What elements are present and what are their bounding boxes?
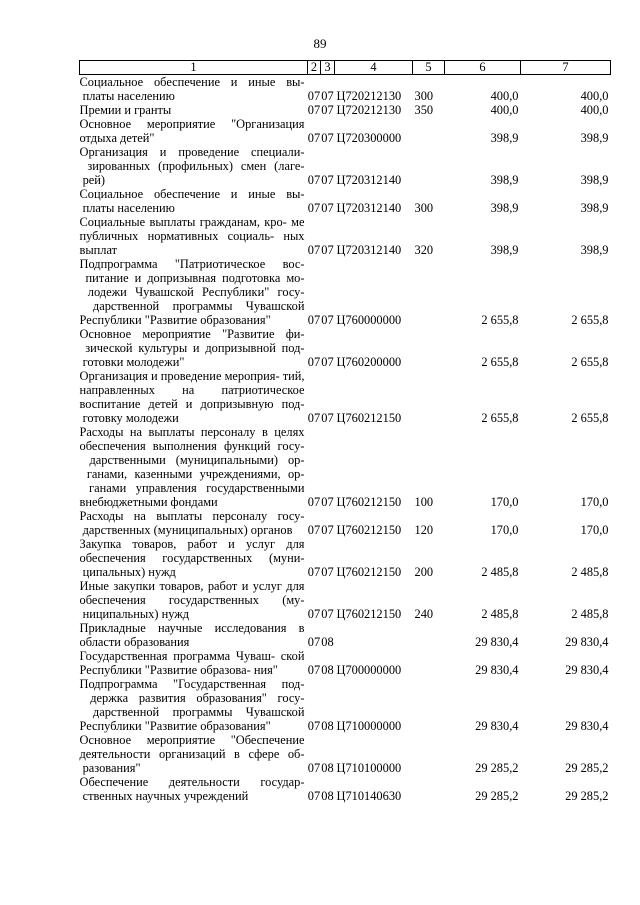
row-amount-year-2: 2 655,8 <box>571 355 609 369</box>
row-section: 07 <box>307 313 321 327</box>
row-amount-year-1: 29 285,2 <box>475 761 519 775</box>
table-row <box>80 537 611 579</box>
row-subsection: 08 <box>321 761 334 775</box>
table-row <box>80 509 611 537</box>
row-amount-year-1: 400,0 <box>490 103 519 117</box>
row-expense-type: 100 <box>414 495 434 509</box>
row-name: Основное мероприятие "Организация отдыха детей" <box>79 117 305 145</box>
row-subsection: 07 <box>321 495 334 509</box>
row-subsection: 07 <box>321 313 334 327</box>
row-section: 07 <box>307 131 321 145</box>
row-amount-year-2: 2 655,8 <box>571 411 609 425</box>
row-subsection: 07 <box>321 355 334 369</box>
row-section: 07 <box>307 201 321 215</box>
row-expense-type <box>413 621 445 649</box>
row-name: Государственная программа Чуваш- ской Республики "Развитие образова- ния" <box>79 649 305 677</box>
row-expense-type <box>413 775 445 803</box>
row-amount-year-1: 2 655,8 <box>481 411 519 425</box>
table-row <box>80 103 611 117</box>
row-amount-year-1: 398,9 <box>490 201 519 215</box>
row-name: Премии и гранты <box>79 103 172 117</box>
row-name: Обеспечение деятельности государ- ственных научных учреждений <box>79 775 305 803</box>
row-name: Организация и проведение мероприя- тий, направленных на патриотическое воспитание детей и допризывную под- готовку молодежи <box>79 369 305 425</box>
row-target-article: Ц720300000 <box>336 131 402 145</box>
row-subsection: 07 <box>321 173 334 187</box>
row-name: Расходы на выплаты персоналу в целях обеспечения выполнения функций госу- дарственными (муниципальными) ор- ганами, казенными учреждениями, ор- ганами управления государственными внебюджетными фондами <box>79 425 305 509</box>
table-row <box>80 215 611 257</box>
row-expense-type: 300 <box>414 89 434 103</box>
row-section: 07 <box>307 761 321 775</box>
row-subsection: 07 <box>321 131 334 145</box>
row-amount-year-2: 2 485,8 <box>571 565 609 579</box>
row-subsection: 08 <box>321 663 334 677</box>
row-amount-year-2: 398,9 <box>580 131 609 145</box>
row-subsection: 07 <box>321 607 334 621</box>
row-amount-year-2: 400,0 <box>580 89 609 103</box>
row-amount-year-1: 2 485,8 <box>481 607 519 621</box>
row-section: 07 <box>307 635 321 649</box>
table-row <box>80 187 611 215</box>
table-row <box>80 75 611 104</box>
row-subsection: 07 <box>321 243 334 257</box>
row-target-article: Ц760000000 <box>336 313 402 327</box>
row-expense-type: 320 <box>414 243 434 257</box>
row-amount-year-2: 2 485,8 <box>571 607 609 621</box>
row-subsection: 08 <box>321 719 334 733</box>
row-section: 07 <box>307 243 321 257</box>
row-target-article: Ц720312140 <box>336 173 402 187</box>
column-header: 1 <box>80 61 308 75</box>
table-row <box>80 579 611 621</box>
row-target-article: Ц720212130 <box>336 103 402 117</box>
row-section: 07 <box>307 663 321 677</box>
row-target-article: Ц710000000 <box>336 719 402 733</box>
row-section: 07 <box>307 355 321 369</box>
row-subsection: 07 <box>321 201 334 215</box>
column-header: 3 <box>321 61 335 75</box>
row-target-article <box>335 621 413 649</box>
row-section: 07 <box>307 495 321 509</box>
row-subsection: 08 <box>321 635 334 649</box>
row-expense-type <box>413 257 445 327</box>
row-expense-type <box>413 117 445 145</box>
row-amount-year-2: 170,0 <box>580 523 609 537</box>
row-target-article: Ц710140630 <box>336 789 402 803</box>
row-amount-year-1: 29 285,2 <box>475 789 519 803</box>
row-target-article: Ц700000000 <box>336 663 402 677</box>
row-target-article: Ц720312140 <box>336 201 402 215</box>
row-amount-year-2: 29 830,4 <box>565 719 609 733</box>
row-amount-year-2: 29 830,4 <box>565 635 609 649</box>
row-name: Расходы на выплаты персоналу госу- дарственных (муниципальных) органов <box>79 509 305 537</box>
row-expense-type: 120 <box>414 523 434 537</box>
table-row <box>80 621 611 649</box>
column-header: 5 <box>413 61 445 75</box>
row-amount-year-1: 2 655,8 <box>481 313 519 327</box>
row-amount-year-2: 398,9 <box>580 173 609 187</box>
row-target-article: Ц710100000 <box>336 761 402 775</box>
row-amount-year-1: 2 655,8 <box>481 355 519 369</box>
table-row <box>80 677 611 733</box>
row-target-article: Ц760212150 <box>336 523 402 537</box>
row-expense-type <box>413 677 445 733</box>
column-header: 4 <box>335 61 413 75</box>
table-row <box>80 145 611 187</box>
column-header: 6 <box>445 61 521 75</box>
row-expense-type <box>413 327 445 369</box>
row-expense-type <box>413 369 445 425</box>
row-expense-type <box>413 733 445 775</box>
row-amount-year-1: 29 830,4 <box>475 719 519 733</box>
row-amount-year-1: 398,9 <box>490 243 519 257</box>
row-target-article: Ц760212150 <box>336 411 402 425</box>
page-number: 89 <box>313 36 327 51</box>
row-amount-year-2: 170,0 <box>580 495 609 509</box>
row-name: Подпрограмма "Патриотическое вос- питание и допризывная подготовка мо- лодежи Чувашской Республики" госу- дарственной программы Чувашской Республики "Развитие образования" <box>79 257 305 327</box>
budget-table <box>79 60 611 803</box>
row-name: Основное мероприятие "Развитие фи- зической культуры и допризывной под- готовки молодежи" <box>79 327 305 369</box>
row-name: Иные закупки товаров, работ и услуг для обеспечения государственных (му- ниципальных) нужд <box>79 579 305 621</box>
row-amount-year-2: 29 285,2 <box>565 761 609 775</box>
table-row <box>80 117 611 145</box>
table-row <box>80 649 611 677</box>
row-section: 07 <box>307 719 321 733</box>
row-subsection: 08 <box>321 789 334 803</box>
row-target-article: Ц760212150 <box>336 495 402 509</box>
row-amount-year-2: 29 285,2 <box>565 789 609 803</box>
table-row <box>80 425 611 509</box>
row-amount-year-1: 398,9 <box>490 131 519 145</box>
row-subsection: 07 <box>321 565 334 579</box>
row-section: 07 <box>307 173 321 187</box>
row-name: Прикладные научные исследования в области образования <box>79 621 305 649</box>
row-amount-year-2: 29 830,4 <box>565 663 609 677</box>
row-name: Основное мероприятие "Обеспечение деятельности организаций в сфере об- разования" <box>79 733 305 775</box>
row-amount-year-1: 29 830,4 <box>475 663 519 677</box>
row-name: Социальное обеспечение и иные вы- платы населению <box>79 75 305 103</box>
row-section: 07 <box>307 411 321 425</box>
table-row <box>80 733 611 775</box>
row-target-article: Ц760212150 <box>336 565 402 579</box>
column-header: 7 <box>521 61 611 75</box>
table-header-row <box>80 61 611 75</box>
row-subsection: 07 <box>321 89 334 103</box>
table-row <box>80 775 611 803</box>
row-target-article: Ц720212130 <box>336 89 402 103</box>
row-target-article: Ц760212150 <box>336 607 402 621</box>
row-amount-year-2: 400,0 <box>580 103 609 117</box>
row-name: Социальное обеспечение и иные вы- платы населению <box>79 187 305 215</box>
row-section: 07 <box>307 523 321 537</box>
row-amount-year-2: 398,9 <box>580 201 609 215</box>
row-expense-type: 200 <box>414 565 434 579</box>
row-expense-type: 350 <box>414 103 434 117</box>
row-section: 07 <box>307 103 321 117</box>
row-amount-year-1: 2 485,8 <box>481 565 519 579</box>
row-expense-type: 300 <box>414 201 434 215</box>
column-header: 2 <box>308 61 321 75</box>
table-row <box>80 327 611 369</box>
row-name: Социальные выплаты гражданам, кро- ме публичных нормативных социаль- ных выплат <box>79 215 305 257</box>
row-amount-year-1: 398,9 <box>490 173 519 187</box>
table-body <box>80 75 611 804</box>
row-section: 07 <box>307 607 321 621</box>
row-amount-year-2: 398,9 <box>580 243 609 257</box>
row-amount-year-1: 29 830,4 <box>475 635 519 649</box>
table-row <box>80 257 611 327</box>
row-section: 07 <box>307 89 321 103</box>
row-name: Организация и проведение специали- зированных (профильных) смен (лаге- рей) <box>79 145 305 187</box>
table-row <box>80 369 611 425</box>
row-subsection: 07 <box>321 103 334 117</box>
row-name: Закупка товаров, работ и услуг для обеспечения государственных (муни- ципальных) нужд <box>79 537 305 579</box>
row-amount-year-1: 170,0 <box>490 523 519 537</box>
row-amount-year-1: 170,0 <box>490 495 519 509</box>
row-target-article: Ц720312140 <box>336 243 402 257</box>
row-name: Подпрограмма "Государственная под- держка развития образования" госу- дарственной программы Чувашской Республики "Развитие образования" <box>79 677 305 733</box>
row-expense-type: 240 <box>414 607 434 621</box>
row-amount-year-1: 400,0 <box>490 89 519 103</box>
row-section: 07 <box>307 565 321 579</box>
row-target-article: Ц760200000 <box>336 355 402 369</box>
row-subsection: 07 <box>321 411 334 425</box>
row-expense-type <box>413 145 445 187</box>
row-subsection: 07 <box>321 523 334 537</box>
row-expense-type <box>413 649 445 677</box>
row-section: 07 <box>307 789 321 803</box>
row-amount-year-2: 2 655,8 <box>571 313 609 327</box>
